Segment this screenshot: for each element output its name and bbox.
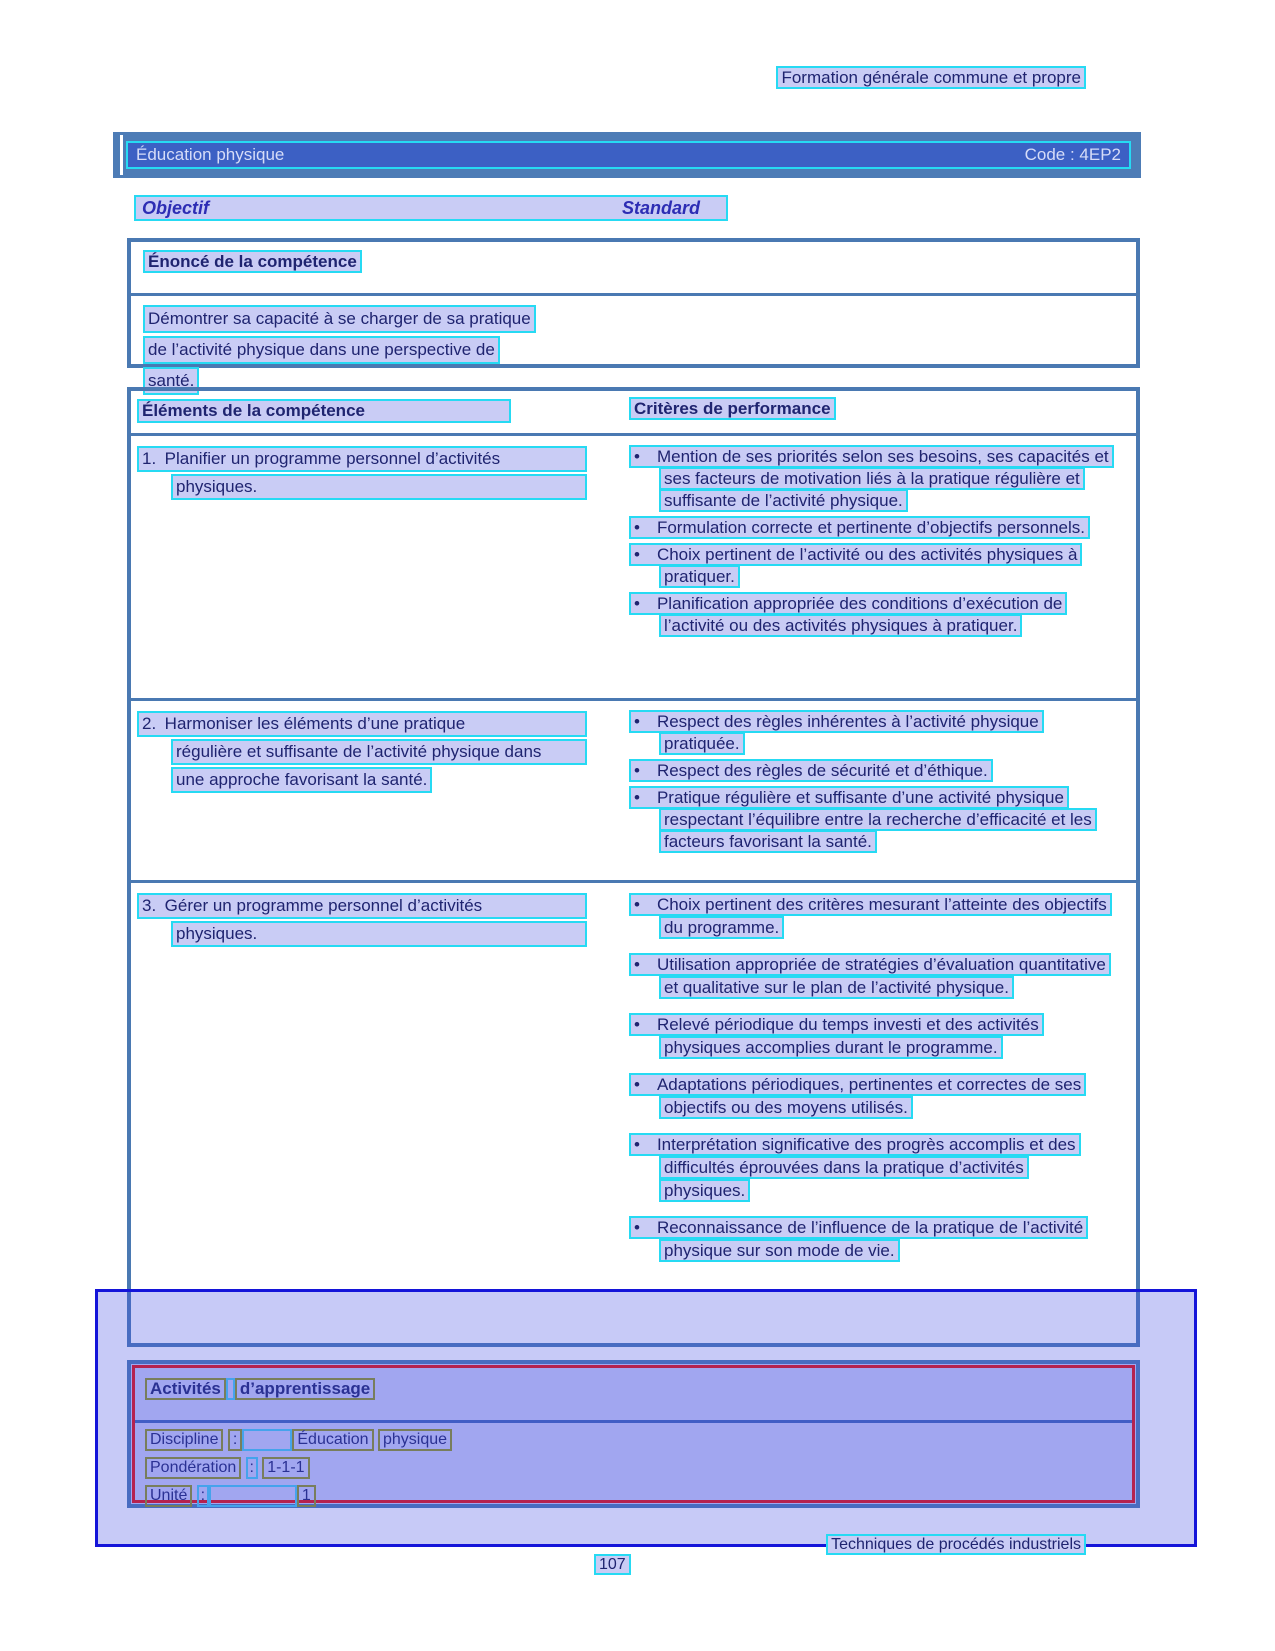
- page-number: 107: [594, 1554, 631, 1575]
- criteria-bullet: [629, 446, 1109, 512]
- bullet-text: • Mention de ses priorités selon ses besoins, ses capacités et ses facteurs de motivation liés à la pratique régulière et suffisante de l’activité physique.: [629, 445, 1114, 512]
- element-line: 1. Planifier un programme personnel d’activités: [137, 446, 587, 472]
- bullet-text: • Planification appropriée des conditions d’exécution de l’activité ou des activités physiques à pratiquer.: [629, 592, 1067, 637]
- discipline-label: Discipline: [145, 1429, 223, 1451]
- unite-value: 1: [297, 1485, 316, 1507]
- discipline-value-word: Éducation: [292, 1429, 373, 1451]
- column-header-criteria: Critères de performance: [629, 397, 836, 420]
- footer-program-label-wrap: [826, 1536, 1086, 1554]
- table-row: [131, 436, 1136, 698]
- unite-label: Unité: [145, 1485, 192, 1507]
- enonce-header: [131, 242, 1136, 296]
- activites-red-frame: [132, 1365, 1135, 1503]
- element-line: régulière et suffisante de l’activité physique dans: [171, 739, 587, 765]
- colon-chip: :: [197, 1485, 209, 1507]
- document-title: Éducation physique: [136, 145, 285, 164]
- bullet-text: • Utilisation appropriée de stratégies d’évaluation quantitative et qualitative sur le plan de l’activité physique.: [629, 953, 1111, 999]
- objectif-label: Objectif: [142, 198, 210, 218]
- table-row: [131, 880, 1136, 1346]
- criteria-bullet: [629, 517, 1109, 539]
- competence-table-header: [131, 391, 1136, 436]
- title-bar: [113, 132, 1141, 178]
- bullet-text: • Choix pertinent de l’activité ou des activités physiques à pratiquer.: [629, 543, 1082, 588]
- criteria-bullet: [629, 1013, 1109, 1059]
- element-line: 3. Gérer un programme personnel d’activités: [137, 893, 587, 919]
- criteria-bullet: [629, 544, 1109, 588]
- colon-chip: :: [246, 1457, 258, 1479]
- document-code: Code : 4EP2: [1024, 145, 1121, 164]
- criteria-bullet: [629, 1216, 1109, 1262]
- enonce-line: santé.: [143, 367, 199, 395]
- bullet-text: • Respect des règles inhérentes à l’activité physique pratiquée.: [629, 710, 1044, 755]
- activites-title-word: Activités: [145, 1378, 226, 1400]
- running-head: [776, 68, 1086, 88]
- activites-row-discipline: [135, 1429, 1132, 1451]
- criteria-bullet: [629, 1073, 1109, 1119]
- table-row: [131, 698, 1136, 880]
- bullet-text: • Formulation correcte et pertinente d’objectifs personnels.: [629, 516, 1090, 539]
- criteria-cell: [615, 436, 1136, 698]
- criteria-bullet: [629, 953, 1109, 999]
- column-header-elements: Éléments de la compétence: [137, 399, 511, 423]
- element-cell: [131, 701, 615, 880]
- bullet-text: • Adaptations périodiques, pertinentes et correctes de ses objectifs ou des moyens utilisés.: [629, 1073, 1086, 1119]
- title-bar-band: [126, 141, 1131, 169]
- element-line: 2. Harmoniser les éléments d’une pratique: [137, 711, 587, 737]
- ponderation-label: Pondération: [145, 1457, 241, 1479]
- bullet-text: • Interprétation significative des progrès accomplis et des difficultés éprouvées dans la pratique d’activités physiques.: [629, 1133, 1081, 1202]
- activites-box: [127, 1360, 1140, 1508]
- discipline-value-word: physique: [378, 1429, 452, 1451]
- enonce-line: Démontrer sa capacité à se charger de sa pratique: [143, 305, 536, 333]
- criteria-bullet: [629, 760, 1109, 782]
- criteria-bullet: [629, 1133, 1109, 1202]
- criteria-cell: [615, 883, 1136, 1346]
- criteria-bullet: [629, 593, 1109, 637]
- page-number-wrap: [594, 1556, 631, 1574]
- ponderation-value: 1-1-1: [262, 1457, 309, 1479]
- element-line: physiques.: [171, 921, 587, 947]
- enonce-box: [127, 238, 1140, 390]
- element-line: physiques.: [171, 474, 587, 500]
- title-bar-notch: [120, 135, 123, 175]
- enonce-line: de l’activité physique dans une perspective de: [143, 336, 500, 364]
- enonce-title: Énoncé de la compétence: [143, 250, 362, 273]
- activites-row-unite: [135, 1485, 1132, 1507]
- activites-title-word: d’apprentissage: [235, 1378, 375, 1400]
- bullet-text: • Reconnaissance de l’influence de la pratique de l’activité physique sur son mode de vie.: [629, 1216, 1088, 1262]
- activites-header: [135, 1368, 1132, 1423]
- bullet-text: • Pratique régulière et suffisante d’une activité physique respectant l’équilibre entre la recherche d’efficacité et les facteurs favorisant la santé.: [629, 786, 1097, 853]
- standard-label: Standard: [622, 198, 701, 218]
- bullet-text: • Choix pertinent des critères mesurant l’atteinte des objectifs du programme.: [629, 893, 1112, 939]
- element-line: une approche favorisant la santé.: [171, 767, 432, 793]
- competence-table: [127, 387, 1140, 1347]
- bullet-text: • Relevé périodique du temps investi et des activités physiques accomplies durant le programme.: [629, 1013, 1044, 1059]
- enonce-body: [131, 296, 1136, 395]
- colon-chip: :: [228, 1429, 242, 1451]
- criteria-bullet: [629, 893, 1109, 939]
- element-cell: [131, 883, 615, 1346]
- gap-box: [209, 1485, 297, 1507]
- gap-box: [226, 1378, 235, 1400]
- element-cell: [131, 436, 615, 698]
- activites-row-ponderation: [135, 1457, 1132, 1479]
- objectif-standard-strip: [134, 195, 728, 221]
- criteria-bullet: [629, 787, 1109, 853]
- criteria-bullet: [629, 711, 1109, 755]
- gap-box: [242, 1429, 292, 1451]
- criteria-cell: [615, 701, 1136, 880]
- bullet-text: • Respect des règles de sécurité et d’éthique.: [629, 759, 993, 782]
- footer-program-label: Techniques de procédés industriels: [826, 1534, 1086, 1555]
- running-head-text: Formation générale commune et propre: [776, 66, 1086, 89]
